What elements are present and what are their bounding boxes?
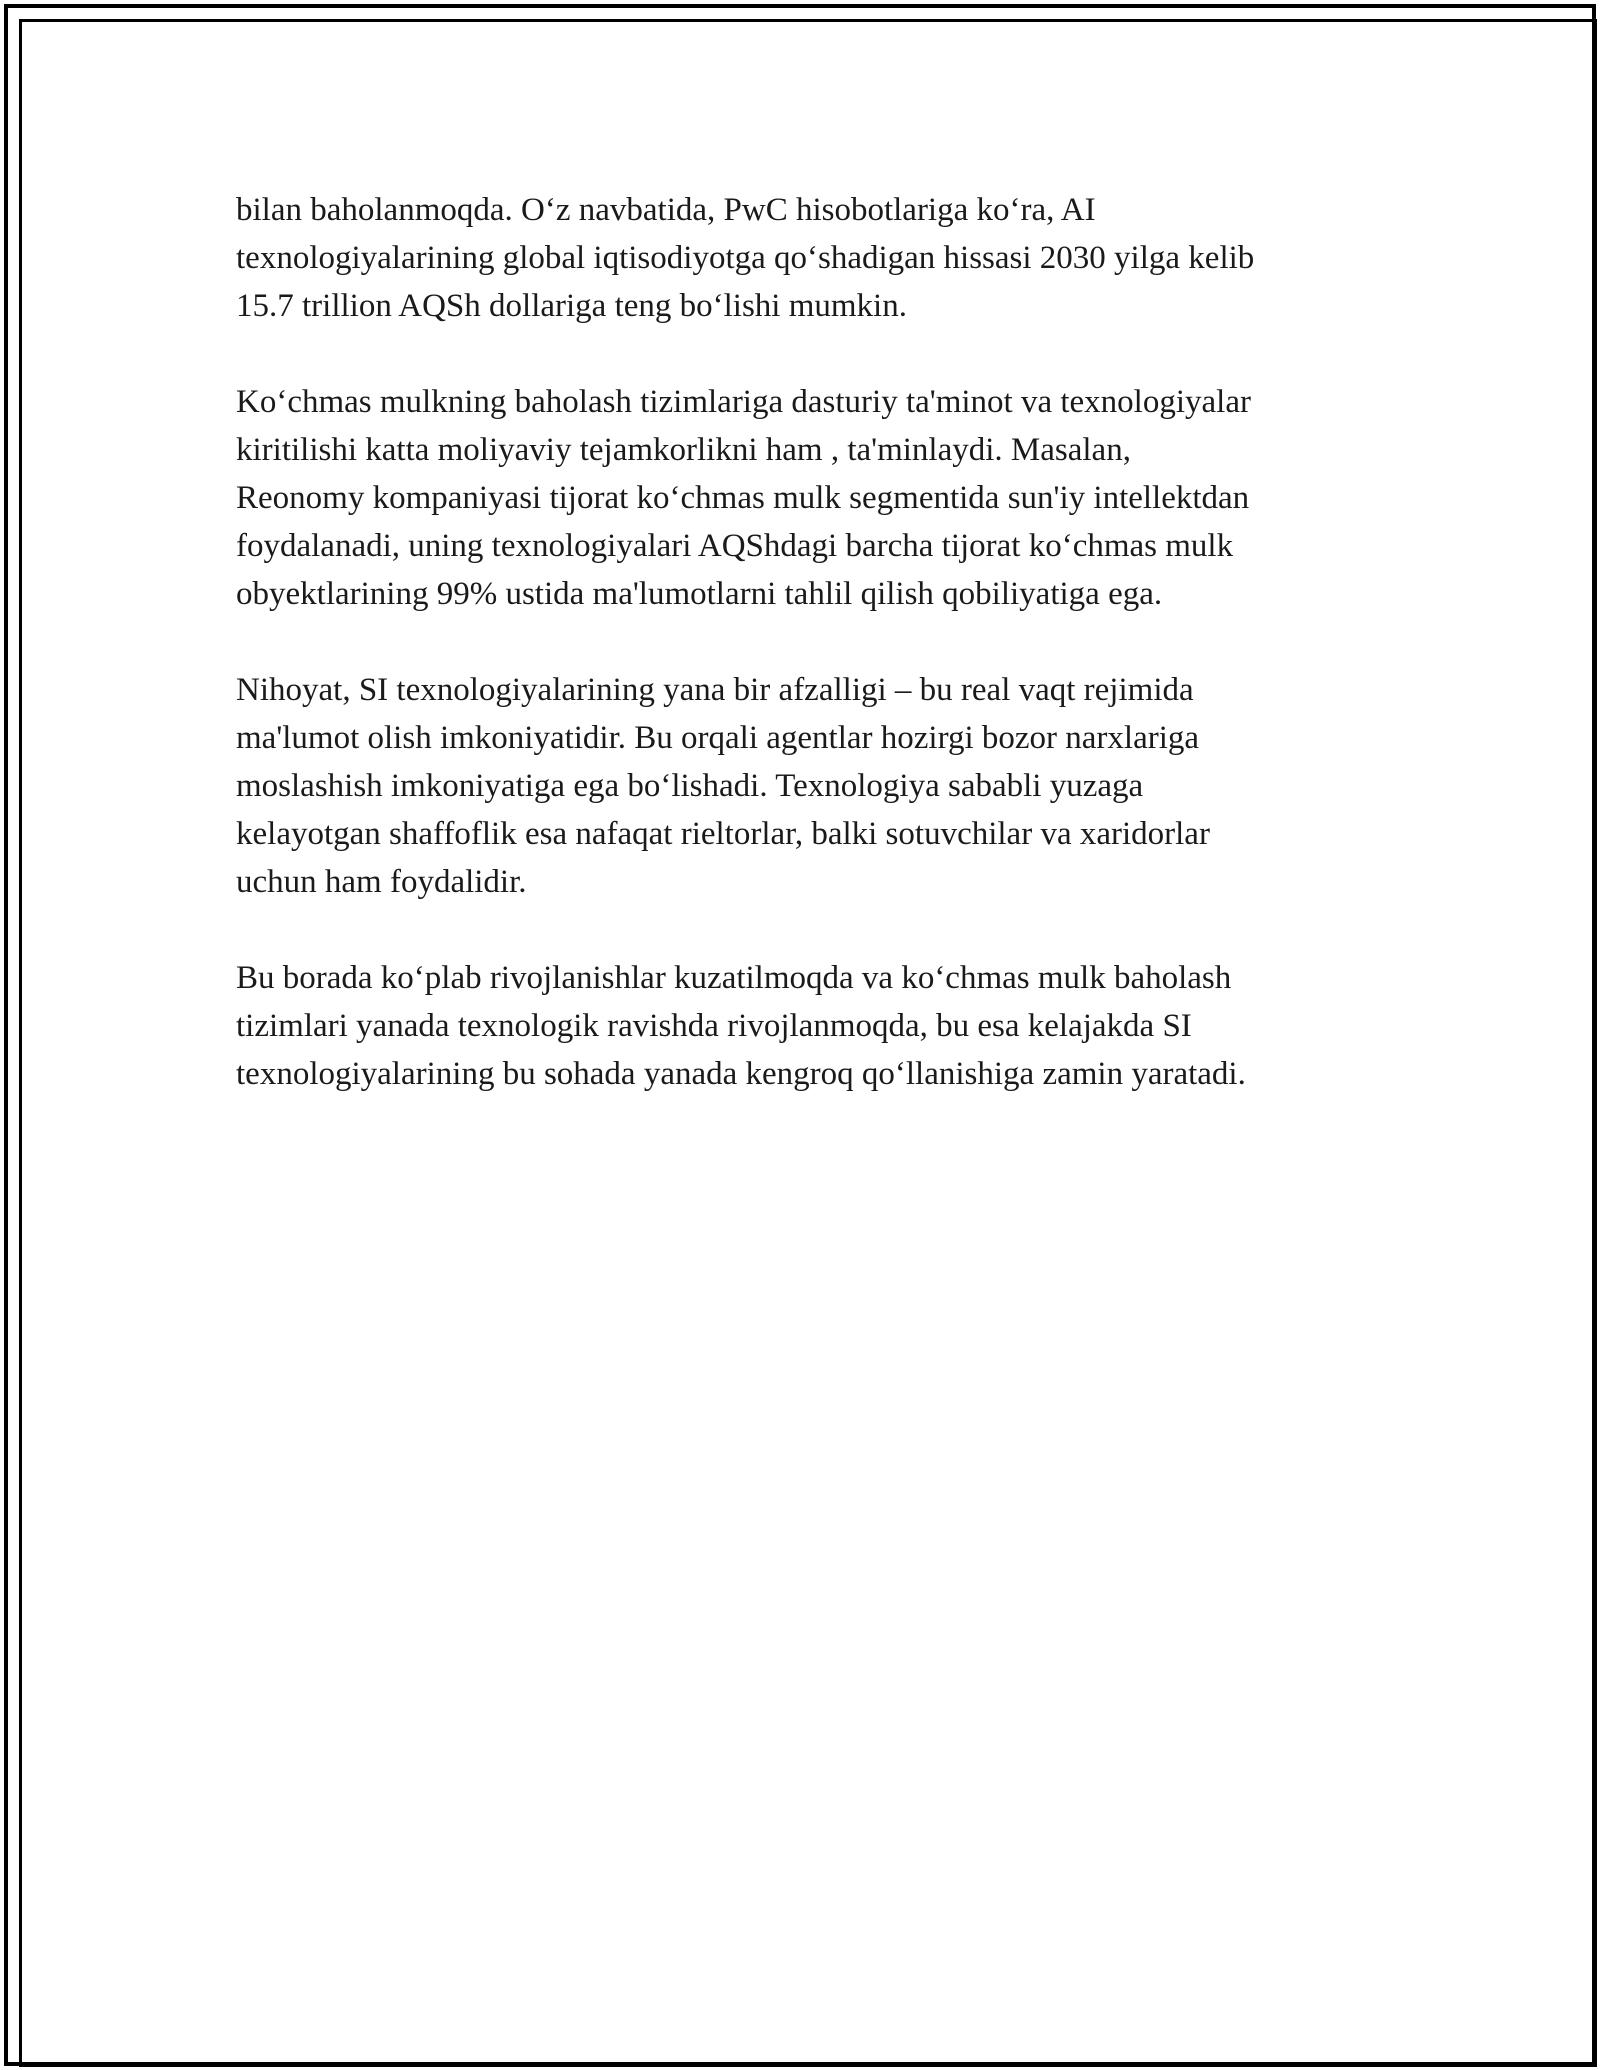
paragraph-cost-efficiency: Ko‘chmas mulkning baholash tizimlariga dasturiy ta'minot va texnologiyalar kiritilishi katta moliyaviy tejamkorlikni ham , ta'minlaydi. Masalan, Reonomy kompaniyasi tijorat ko‘chmas mulk segmentida sun'iy intellektdan foydalanadi, uning texnologiyalari AQShdagi barcha tijorat ko‘chmas mulk obyektlarining 99% ustida ma'lumotlarni tahlil qilish qobiliyatiga ega. bbox=[236, 384, 1251, 612]
paragraph-future-development: Bu borada ko‘plab rivojlanishlar kuzatilmoqda va ko‘chmas mulk baholash tizimlari yanada texnologik ravishda rivojlanmoqda, bu esa kelajakda SI texnologiyalarining bu sohada yanada kengroq qo‘llanishiga zamin yaratadi. bbox=[236, 960, 1246, 1092]
document-body bbox=[236, 186, 1386, 1146]
paragraph-real-time-data: Nihoyat, SI texnologiyalarining yana bir afzalligi – bu real vaqt rejimida ma'lumot olish imkoniyatidir. Bu orqali agentlar hozirgi bozor narxlariga moslashish imkoniyatiga ega bo‘lishadi. Texnologiya sababli yuzaga kelayotgan shaffoflik esa nafaqat rieltorlar, balki sotuvchilar va xaridorlar uchun ham foydalidir. bbox=[236, 672, 1210, 900]
paragraph-ai-economic-impact: bilan baholanmoqda. O‘z navbatida, PwC hisobotlariga ko‘ra, AI texnologiyalarining global iqtisodiyotga qo‘shadigan hissasi 2030 yilga kelib 15.7 trillion AQSh dollariga teng bo‘lishi mumkin. bbox=[236, 192, 1255, 324]
